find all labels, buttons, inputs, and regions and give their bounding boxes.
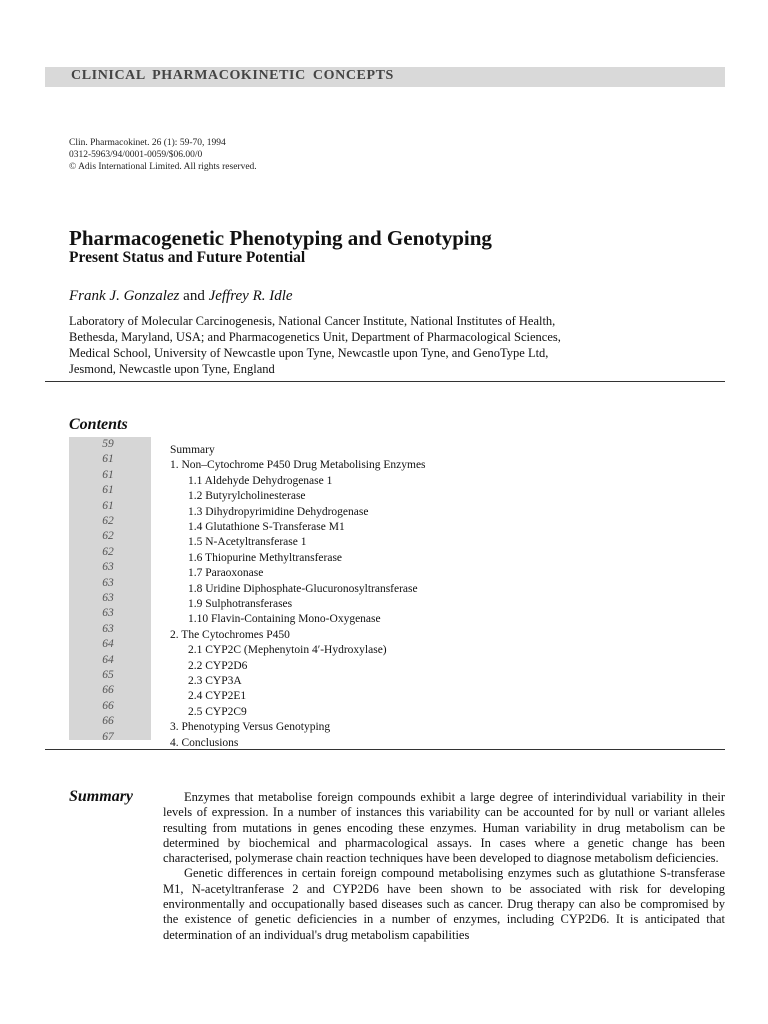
contents-page-number: 63 bbox=[102, 607, 114, 620]
contents-entry: 1.1 Aldehyde Dehydrogenase 1 bbox=[188, 474, 333, 487]
summary-heading: Summary bbox=[69, 788, 134, 805]
author-list bbox=[69, 288, 293, 305]
contents-page-number: 63 bbox=[102, 576, 114, 589]
contents-page-number: 62 bbox=[102, 530, 114, 543]
summary-body bbox=[163, 790, 725, 943]
contents-page-column bbox=[69, 437, 151, 743]
contents-entry: 2.5 CYP2C9 bbox=[188, 705, 247, 718]
summary-paragraph: Genetic differences in certain foreign compound metabolising enzymes such as glutathione S-transferase M1, N-acetyltranferase 2 and CYP2D6 have been shown to be associated with risk for developing environmentally and occupationally based diseases such as cancer. Drug therapy can also be compromised by the existence of genetic deficiencies in a number of enzymes, including CYP2D6. It is anticipated that determination of an individual's drug metabolism capabilities bbox=[163, 866, 725, 942]
contents-page-number: 63 bbox=[102, 561, 114, 574]
section-banner-text: CLINICAL PHARMACOKINETIC CONCEPTS bbox=[71, 68, 394, 83]
contents-page-number: 63 bbox=[102, 622, 114, 635]
article-title: Pharmacogenetic Phenotyping and Genotyping bbox=[69, 226, 492, 250]
contents-entry: 2.3 CYP3A bbox=[188, 675, 242, 687]
contents-entry: 3. Phenotyping Versus Genotyping bbox=[170, 721, 331, 734]
section-banner bbox=[45, 67, 725, 87]
contents-entry: 2.1 CYP2C (Mephenytoin 4′-Hydroxylase) bbox=[188, 644, 387, 657]
author-separator: and bbox=[179, 288, 209, 304]
contents-page-number: 65 bbox=[102, 669, 114, 681]
contents-entry: 1.3 Dihydropyrimidine Dehydrogenase bbox=[188, 505, 369, 518]
contents-page-number: 61 bbox=[102, 453, 114, 466]
contents-page-number: 61 bbox=[102, 468, 114, 481]
contents-entry: Summary bbox=[170, 444, 215, 456]
contents-page-number: 66 bbox=[102, 715, 114, 728]
author-affiliation bbox=[69, 313, 719, 377]
summary-paragraph: Enzymes that metabolise foreign compounds exhibit a large degree of interindividual variability in their levels of expression. In a number of instances this variability can be accounted for by null or variant alleles resulting from mutations in genes encoding these enzymes. Human variability in drug metabolism can be determined by biochemical and pharmacological assays. In cases where a genetic change has been characterised, polymerase chain reaction techniques have been developed to diagnose metabolism deficiencies. bbox=[163, 790, 725, 866]
contents-entry: 2.4 CYP2E1 bbox=[188, 690, 247, 703]
affiliation-line: Medical School, University of Newcastle upon Tyne, Newcastle upon Tyne, and GenoType Ltd, bbox=[69, 346, 549, 360]
affiliation-line: Laboratory of Molecular Carcinogenesis, National Cancer Institute, National Institutes of Health, bbox=[69, 314, 556, 328]
contents-page-number: 66 bbox=[102, 699, 114, 712]
contents-heading: Contents bbox=[69, 416, 128, 433]
contents-page-number: 64 bbox=[102, 653, 114, 666]
header-divider bbox=[45, 381, 725, 382]
contents-entry: 4. Conclusions bbox=[170, 736, 239, 749]
contents-page-number: 62 bbox=[102, 545, 114, 558]
contents-page-number: 63 bbox=[102, 592, 114, 604]
author-name: Jeffrey R. Idle bbox=[208, 288, 293, 304]
contents-entry: 1.7 Paraoxonase bbox=[188, 567, 264, 580]
contents-page-number: 61 bbox=[102, 499, 114, 512]
contents-entry: 1.5 N-Acetyltransferase 1 bbox=[188, 536, 307, 549]
contents-page-number: 66 bbox=[102, 684, 114, 697]
contents-page-number: 61 bbox=[102, 484, 114, 497]
affiliation-line: Jesmond, Newcastle upon Tyne, England bbox=[69, 362, 275, 376]
article-subtitle: Present Status and Future Potential bbox=[69, 249, 306, 266]
contents-divider bbox=[45, 749, 725, 750]
journal-citation bbox=[69, 137, 257, 173]
contents-page-number: 64 bbox=[102, 638, 114, 651]
contents-entry: 1. Non–Cytochrome P450 Drug Metabolising Enzymes bbox=[170, 459, 426, 472]
citation-line: 0312-5963/94/0001-0059/$06.00/0 bbox=[69, 150, 203, 160]
contents-entry: 1.6 Thiopurine Methyltransferase bbox=[188, 551, 343, 564]
contents-page-number: 67 bbox=[102, 730, 114, 743]
contents-entry: 1.4 Glutathione S-Transferase M1 bbox=[188, 521, 345, 533]
author-name: Frank J. Gonzalez bbox=[69, 288, 180, 304]
contents-page-number: 59 bbox=[102, 438, 114, 450]
copyright-line: © Adis International Limited. All rights reserved. bbox=[69, 162, 257, 172]
contents-entry: 2. The Cytochromes P450 bbox=[170, 628, 290, 641]
contents-entry: 2.2 CYP2D6 bbox=[188, 659, 248, 672]
affiliation-line: Bethesda, Maryland, USA; and Pharmacogenetics Unit, Department of Pharmacological Sciences, bbox=[69, 330, 561, 344]
contents-page-number: 62 bbox=[102, 515, 114, 527]
contents-entry: 1.2 Butyrylcholinesterase bbox=[188, 490, 306, 503]
contents-entry: 1.9 Sulphotransferases bbox=[188, 598, 293, 610]
contents-entry: 1.8 Uridine Diphosphate-Glucuronosyltransferase bbox=[188, 582, 418, 595]
contents-entry: 1.10 Flavin-Containing Mono-Oxygenase bbox=[188, 613, 381, 626]
citation-line: Clin. Pharmacokinet. 26 (1): 59-70, 1994 bbox=[69, 138, 226, 148]
